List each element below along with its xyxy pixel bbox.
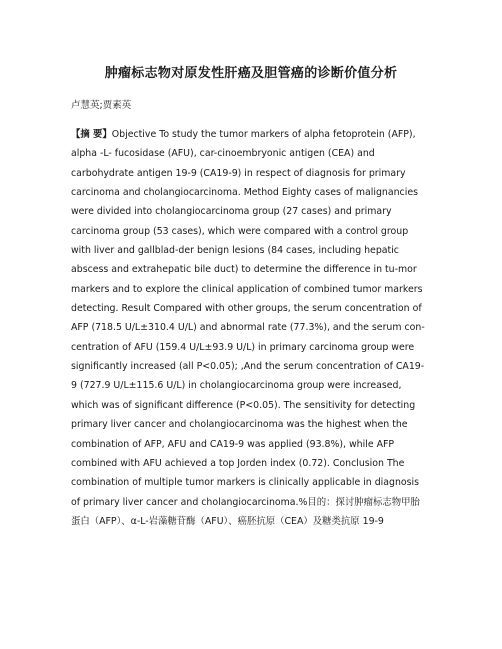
abstract-line: were divided into cholangiocarcinoma group (27 cases) and primary [71, 206, 392, 218]
abstract-line: detecting. Result Compared with other groups, the serum concentration of [71, 303, 422, 315]
abstract-line: AFP (718.5 U/L±310.4 U/L) and abnormal rate (77.3%), and the serum con- [71, 322, 425, 334]
abstract-line: combination of AFP, AFU and CA19-9 was applied (93.8%), while AFP [71, 438, 395, 450]
abstract-line: carcinoma group (53 cases), which were compared with a control group [71, 225, 409, 237]
author-line: 卢慧英;贾素英 [71, 100, 132, 111]
abstract-line: combined with AFU achieved a top Jorden index (0.72). Conclusion The [71, 457, 405, 469]
abstract [71, 125, 441, 531]
abstract-line: carbohydrate antigen 19-9 (CA19-9) in respect of diagnosis for primary [71, 167, 406, 179]
abstract-line: carcinoma and cholangiocarcinoma. Method Eighty cases of malignancies [71, 187, 418, 199]
abstract-line: 9 (727.9 U/L±115.6 U/L) in cholangiocarcinoma group were increased, [71, 380, 402, 392]
document-title: 肿瘤标志物对原发性肝癌及胆管癌的诊断价值分析 [104, 66, 398, 81]
abstract-line: markers and to explore the clinical application of combined tumor markers [71, 283, 423, 295]
abstract-line: combination of multiple tumor markers is clinically applicable in diagnosis [71, 477, 420, 489]
abstract-line: 蛋白（AFP）、α-L-岩藻糖苷酶（AFU）、癌胚抗原（CEA）及糖类抗原 19-9 [71, 515, 384, 527]
abstract-line: which was of significant difference (P<0.05). The sensitivity for detecting [71, 399, 416, 411]
abstract-label: 【摘 要】 [71, 129, 112, 140]
abstract-line: primary liver cancer and cholangiocarcinoma was the highest when the [71, 419, 408, 431]
abstract-line: significantly increased (all P<0.05); ,And the serum concentration of CA19- [71, 361, 425, 373]
abstract-line: centration of AFU (159.4 U/L±93.9 U/L) in primary carcinoma group were [71, 341, 415, 353]
abstract-line: with liver and gallblad-der benign lesions (84 cases, including hepatic [71, 245, 399, 257]
abstract-line: of primary liver cancer and cholangiocarcinoma.%目的：探讨肿瘤标志物甲胎 [71, 496, 420, 508]
abstract-line: abscess and extrahepatic bile duct) to determine the difference in tu-mor [71, 264, 417, 276]
abstract-line: alpha -L- fucosidase (AFU), car-cinoembryonic antigen (CEA) and [71, 148, 375, 160]
abstract-text: Objective To study the tumor markers of alpha fetoprotein (AFP), [111, 129, 416, 140]
abstract-line [71, 125, 441, 144]
